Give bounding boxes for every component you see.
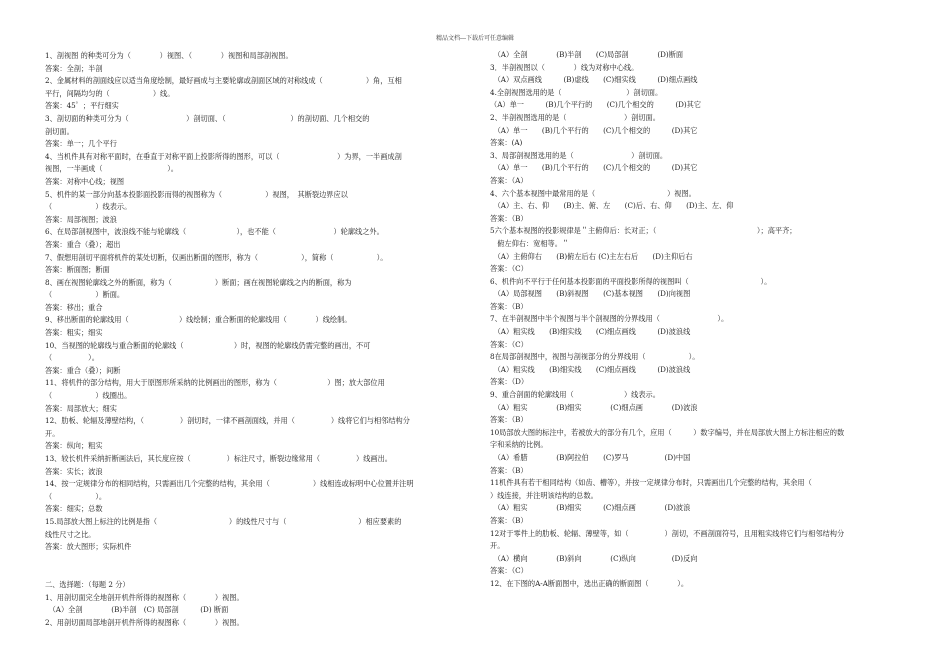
right-text-line: 开。 xyxy=(490,541,505,551)
right-text-line: （A）粗实线 (B)细实线 (C)细点画线 (D)波浪线 xyxy=(490,364,691,374)
left-text-line: 答案：重合（叠）；超出 xyxy=(45,239,121,249)
left-text-line: 12、肋板、轮辐及薄壁结构，（ ）剖切时，一律不画剖面线，并用（ ）线将它们与相邻结构分 xyxy=(45,416,410,426)
left-text-line: 开。 xyxy=(45,428,60,438)
right-text-line: 2、半剖视图选用的是（ ）剖切面。 xyxy=(490,112,660,122)
left-text-line: 答案：放大图形；实际机件 xyxy=(45,542,132,552)
left-text-line: （ ）线表示。 xyxy=(45,202,132,212)
page-header: 精品文档---下载后可任意编辑 xyxy=(435,35,515,42)
left-column xyxy=(45,50,463,629)
right-text-line: （A）主、右、仰 (B)主、俯、左 (C)后、右、仰 (D)主、左、仰 xyxy=(490,201,734,211)
left-text-line: 二、选择题：（每题 2 分） xyxy=(45,579,130,589)
right-text-line: （A）单一 (B)几个平行的 (C)几个相交的 (D)其它 xyxy=(490,125,698,135)
right-text-line: 6、机件向不平行于任何基本投影面的平面投影所得的视图叫（ ）。 xyxy=(490,276,772,286)
left-text-line: （ ）断面。 xyxy=(45,290,125,300)
left-text-line: （ ）线圈出。 xyxy=(45,391,132,401)
right-text-line: 4、六个基本视图中最常用的是（ ）视图。 xyxy=(490,188,696,198)
left-text-line: 1、用剖切面完全地剖开机件所得的视图称（ ）视图。 xyxy=(45,592,244,602)
left-text-line: 3、剖切面的种类可分为（ ）剖切面、（ ）的剖切面、几个相交的 xyxy=(45,113,370,123)
right-text-line: 3．半剖视图以（ ）线为对称中心线。 xyxy=(490,62,639,72)
left-text-line: 5、机件的某一部分向基本投影面投影而得的视图称为（ ）视图， 其断裂边界应以 xyxy=(45,189,348,199)
right-text-line: 答案：（B） xyxy=(490,213,528,223)
left-text-line xyxy=(45,554,463,567)
left-text-line: 答案：局部视图；波浪 xyxy=(45,214,117,224)
right-text-line: （A）希腊 (B)阿拉伯 (C)罗马 (D)中国 xyxy=(490,453,691,462)
right-text-line: （A）全剖 (B)半剖 (C)局部剖 (D)断面 xyxy=(490,50,684,59)
left-text-line: 13、较长机件采纳折断画法后，其长度应按（ ）标注尺寸，断裂边缘常用（ ）线画出。 xyxy=(45,454,392,463)
left-text-line: 答案：对称中心线；视图 xyxy=(45,176,125,186)
right-text-line: 答案：(A) xyxy=(490,138,523,148)
right-text-line: 12、在下图的A-A断面图中，选出正确的断面图（ ）。 xyxy=(490,578,689,588)
left-text-line: 答案：全剖；半剖 xyxy=(45,63,103,73)
right-text-line: 答案：（C） xyxy=(490,339,528,349)
left-text-line: 平行，间隔均匀的（ ）线。 xyxy=(45,88,175,98)
left-text-line: 答案：局部放大；细实 xyxy=(45,403,117,413)
left-text-line: 4、当机件具有对称平面时，在垂直于对称平面上投影所得的图形，可以（ ）为界，一半画成剖 xyxy=(45,151,402,161)
right-text-line: （A）粗实 (B)细实 (C)细点画 (D)波浪 xyxy=(490,503,691,513)
left-text-line: （ ）。 xyxy=(45,491,107,501)
right-text-line: （A）横向 (B)斜向 (C)纵向 (D)反向 xyxy=(490,553,698,563)
right-text-line: （A）单一 (B)几个平行的 (C)几个相交的 (D)其它 xyxy=(490,100,702,110)
right-text-line: 答案：（D） xyxy=(490,377,529,387)
left-text-line: 2、金属材料的剖面线应以适当角度绘制，最好画成与主要轮廓或剖面区域的对称线成（ ）角，互相 xyxy=(45,76,402,86)
right-text-line: 7、在半剖视图中半个视图与半个剖视图的分界线用（ ）。 xyxy=(490,314,729,324)
right-text-line: 答案：（B） xyxy=(490,515,528,525)
right-text-line: 12对于零件上的肋板、轮辐、薄壁等，如（ ）剖切，不画剖面符号，且用粗实线将它们与相邻结构分 xyxy=(490,528,845,538)
left-text-line: 9、移出断面的轮廓线用（ ）线绘制；重合断面的轮廓线用（ ）线绘制。 xyxy=(45,315,352,325)
right-text-line: 8在局部剖视图中，视图与剖视部分的分界线用（ ）。 xyxy=(490,352,700,362)
right-text-line: 答案：（A） xyxy=(490,175,528,185)
right-text-line: 答案：（C） xyxy=(490,566,528,576)
right-text-line: 答案：（B） xyxy=(490,301,528,311)
right-text-line: 9、重合剖面的轮廓线用（ ）线表示。 xyxy=(490,390,660,400)
left-text-line: （A）全剖 (B)半剖 (C) 局部剖 (D) 断面 xyxy=(45,605,229,615)
right-column xyxy=(490,49,910,591)
right-text-line: 字和采纳的比例。 xyxy=(490,440,548,450)
left-text-line: 答案：断面图；断面 xyxy=(45,265,110,275)
right-text-line: 3、局部剖视图选用的是（ ）剖切面。 xyxy=(490,150,668,160)
right-text-line: （A）局部视图 (B)斜视图 (C)基本视图 (D)向视图 xyxy=(490,289,691,299)
right-text-line: 11机件具有若干相同结构（如齿、槽等），并按一定规律分布时，只需画出几个完整的结构，其余用（ xyxy=(490,478,812,488)
left-text-line: （ ）。 xyxy=(45,353,99,363)
right-text-line: （A）主俯仰右 (B)俯左后右 (C)主左右后 (D)主仰后右 xyxy=(490,251,693,261)
right-text-line: 5六个基本视图的投影规律是＂主俯仰后：长对正；（ ）；高平齐； xyxy=(490,226,797,236)
left-text-line: 7、假想用剖切平面将机件的某处切断，仅画出断面的图形，称为（ ），简称（ ）。 xyxy=(45,252,388,262)
left-text-line: 10、当视图的轮廓线与重合断面的轮廓线（ ）时，视图的轮廓线仍需完整的画出，不可 xyxy=(45,340,371,350)
left-text-line: 14、按一定规律分布的相同结构，只需画出几个完整的结构，其余用（ ）线相连或标明中心位置并注明 xyxy=(45,479,414,489)
right-text-line: 答案：（C） xyxy=(490,264,528,274)
left-text-line: 答案：重合（叠）；间断 xyxy=(45,365,121,375)
left-text-line: 答案：单一；几个平行 xyxy=(45,139,117,149)
left-text-line: 8、画在视图轮廓线之外的断面，称为（ ）断面；画在视图轮廓线之内的断面，称为 xyxy=(45,277,352,287)
right-text-line: 俯左仰右：宽相等。＂ xyxy=(490,238,570,248)
left-text-line: 1、剖视图 的种类可分为（ ）视图、（ ）视图和局部剖视图。 xyxy=(45,51,293,60)
right-text-line: （A）双点画线 (B)虚线 (C)细实线 (D)细点画线 xyxy=(490,75,698,85)
left-text-line: 视图，一半画成（ ）。 xyxy=(45,164,178,174)
right-text-line: 4.全剖视图选用的是（ ）剖切面。 xyxy=(490,87,663,97)
right-text-line: （A）单一 (B)几个平行的 (C)几个相交的 (D)其它 xyxy=(490,163,698,173)
left-text-line: 答案：纵向；粗实 xyxy=(45,441,103,451)
left-text-line: 15.局部放大图上标注的比例是指（ ）的线性尺寸与（ ）相应要素的 xyxy=(45,516,402,526)
left-text-line xyxy=(45,566,463,579)
right-text-line: （A）粗实 (B)细实 (C)细点画 (D)波浪 xyxy=(490,402,698,412)
right-text-line: ）线连接，并注明该结构的总数。 xyxy=(490,490,598,500)
left-text-line: 答案：粗实；细实 xyxy=(45,328,103,338)
left-text-line: 答案：实长；波浪 xyxy=(45,466,103,476)
left-text-line: 线性尺寸之比。 xyxy=(45,529,96,539)
left-text-line: 2、用剖切面局部地剖开机件所得的视图称（ ）视图。 xyxy=(45,617,244,627)
right-text-line: 答案：（B） xyxy=(490,465,528,475)
left-text-line: 6、在局部剖视图中，波浪线不能与轮廓线（ ），也不能（ ）轮廓线之外。 xyxy=(45,227,384,237)
left-text-line: 答案：细实；总数 xyxy=(45,504,103,514)
right-text-line: 答案：（B） xyxy=(490,415,528,425)
left-text-line: 11、将机件的部分结构，用大于原图形所采纳的比例画出的图形，称为（ ）图；放大部位用 xyxy=(45,378,385,388)
right-text-line: 10局部放大图的标注中，若被放大的部分有几个，应用（ ）数字编号，并在局部放大图上方标注相应的数 xyxy=(490,427,845,437)
left-text-line: 剖切面。 xyxy=(45,126,74,136)
left-text-line: 答案：移出；重合 xyxy=(45,302,103,312)
right-text-line: （A）粗实线 (B)细实线 (C)细点画线 (D)波浪线 xyxy=(490,327,691,337)
left-text-line: 答案：45゜；平行细实 xyxy=(45,101,119,111)
